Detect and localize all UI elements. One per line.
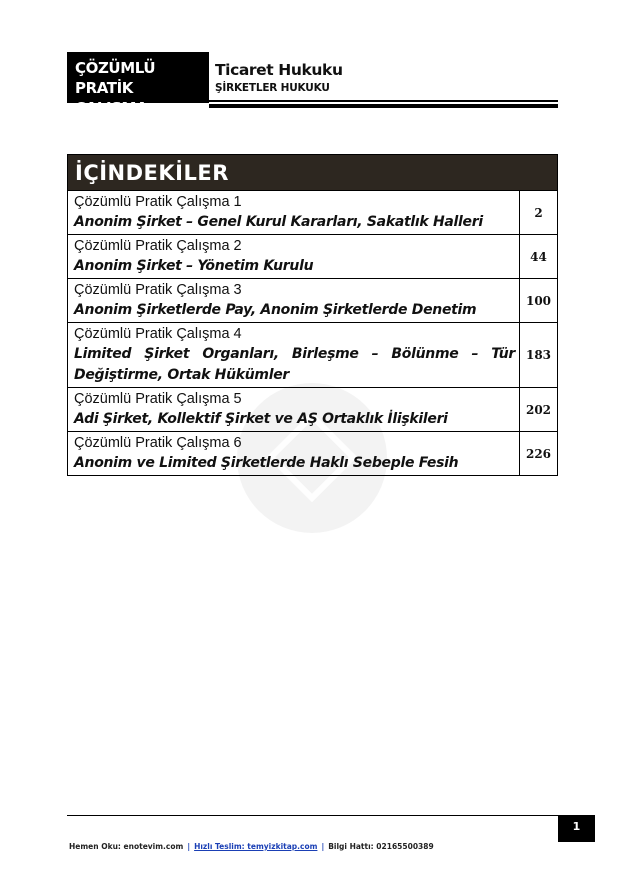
header-title: Ticaret Hukuku <box>215 61 343 79</box>
toc-entry-title: Anonim ve Limited Şirketlerde Haklı Sebeple Fesih <box>74 455 459 471</box>
toc-entry[interactable] <box>67 432 558 476</box>
toc-heading: İÇİNDEKİLER <box>67 154 558 191</box>
toc-entry-label: Çözümlü Pratik Çalışma 2 <box>74 238 242 254</box>
toc-entry[interactable] <box>67 235 558 279</box>
toc-entry-title: Anonim Şirket – Yönetim Kurulu <box>74 258 314 274</box>
toc-entry-label: Çözümlü Pratik Çalışma 6 <box>74 435 242 451</box>
header-subtitle: ŞİRKETLER HUKUKU <box>215 82 330 94</box>
toc-entry-label: Çözümlü Pratik Çalışma 3 <box>74 282 242 298</box>
toc-entry-page: 202 <box>525 402 552 417</box>
header-badge-line1: ÇÖZÜMLÜ <box>75 59 156 77</box>
header-rule-thick <box>209 104 558 108</box>
header-rule-thin <box>209 100 558 102</box>
header-badge-line2: PRATİK ÇALIŞMA <box>75 79 148 117</box>
toc-entry[interactable] <box>67 191 558 235</box>
toc-entry-page: 100 <box>525 293 552 308</box>
toc-entry[interactable] <box>67 323 558 388</box>
toc-entry-title: Limited Şirket Organları, Birleşme – Bölünme – Tür Değiştirme, Ortak Hükümler <box>74 346 515 383</box>
toc-entry[interactable] <box>67 388 558 432</box>
toc-entry-page: 2 <box>534 205 543 220</box>
toc-entry-page: 44 <box>530 249 547 264</box>
toc-entry[interactable] <box>67 279 558 323</box>
footer-separator: | <box>321 842 325 851</box>
toc-entry-page: 183 <box>525 348 552 362</box>
toc-entry-label: Çözümlü Pratik Çalışma 1 <box>74 194 242 210</box>
footer-rule <box>67 815 558 816</box>
footer <box>69 842 434 851</box>
table-of-contents <box>67 154 558 476</box>
toc-entry-title: Anonim Şirketlerde Pay, Anonim Şirketlerde Denetim <box>74 302 477 318</box>
toc-entry-title: Adi Şirket, Kollektif Şirket ve AŞ Ortaklık İlişkileri <box>74 411 448 427</box>
footer-separator: | <box>187 842 191 851</box>
toc-entry-label: Çözümlü Pratik Çalışma 4 <box>74 326 242 342</box>
toc-entry-title: Anonim Şirket – Genel Kurul Kararları, Sakatlık Halleri <box>74 214 483 230</box>
page-number: 1 <box>558 815 595 842</box>
toc-entry-label: Çözümlü Pratik Çalışma 5 <box>74 391 242 407</box>
footer-delivery-link[interactable]: Hızlı Teslim: temyizkitap.com <box>194 842 318 851</box>
footer-read-link[interactable]: Hemen Oku: enotevim.com <box>69 842 184 851</box>
header-badge <box>67 52 209 117</box>
footer-hotline: Bilgi Hattı: 02165500389 <box>328 842 434 851</box>
toc-entry-page: 226 <box>525 446 552 461</box>
